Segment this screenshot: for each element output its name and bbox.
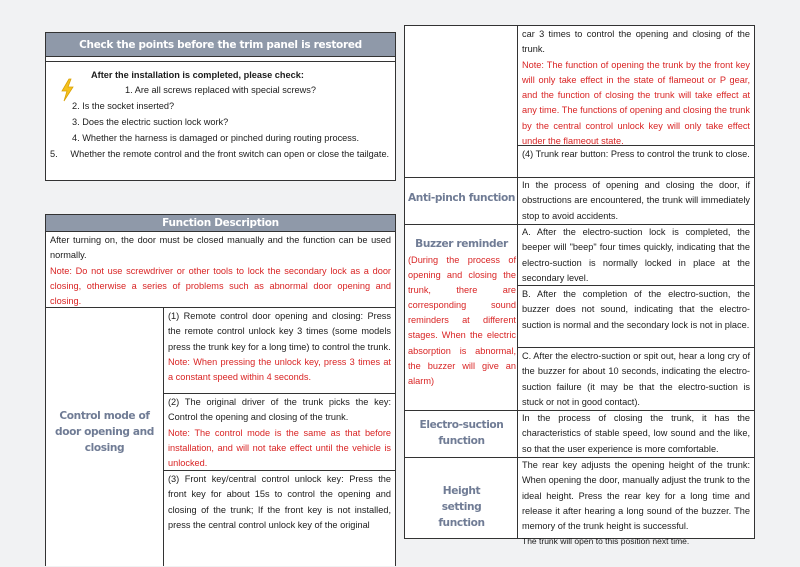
anti-pinch-text: In the process of opening and closing the door, if obstructions are encountered, the trunk will immediately stop to avoid accidents. bbox=[522, 180, 750, 221]
continuation-text: car 3 times to control the opening and closing of the trunk. bbox=[522, 29, 750, 55]
rear-button-text: (4) Trunk rear button: Press to control the trunk to close. bbox=[522, 149, 750, 159]
buzzer-a-text: A. After the electro-suction lock is completed, the beeper will "beep" four times quickly, indicating that the electro-suction is normally locked in place at the secondary level. bbox=[522, 227, 750, 283]
function-intro-block bbox=[46, 232, 395, 308]
buzzer-a-cell bbox=[518, 224, 754, 286]
check-points-panel bbox=[45, 32, 396, 181]
electro-suction-cell bbox=[518, 410, 754, 457]
control-mode-label: Control mode of door opening and closing bbox=[46, 308, 164, 566]
electro-suction-text: In the process of closing the trunk, it has the characteristics of stable speed, low sound and the like, so that the user experience is more comfortable. bbox=[522, 413, 750, 454]
function-intro: After turning on, the door must be closed manually and the function can be used normally. bbox=[50, 235, 391, 261]
mode-2-text: (2) The original driver of the trunk picks the key: Control the opening and closing of the trunk. bbox=[168, 397, 391, 423]
rear-button-cell bbox=[518, 146, 754, 177]
continuation-cell bbox=[518, 26, 754, 146]
continuation-note: Note: The function of opening the trunk by the front key will only take effect in the state of flameout or P gear, and the function of closing the trunk will take effect at any time. The functions of opening and closing the trunk by the central control unlock key will only take effect under the flameout state. bbox=[522, 59, 750, 147]
buzzer-description: (During the process of opening and closing the trunk, there are corresponding sound reminders at different stages. When the electric absorption is abnormal, the buzzer will give an alarm) bbox=[408, 255, 516, 386]
check-item-2: 2. Is the socket inserted? bbox=[72, 101, 175, 111]
electro-suction-label: Electro-suction function bbox=[419, 419, 504, 447]
mode-1-note: Note: When pressing the unlock key, press 3 times at a constant speed within 4 seconds. bbox=[168, 356, 391, 383]
function-panel bbox=[45, 214, 396, 566]
mode-1-cell bbox=[164, 308, 395, 394]
mode-1-text: (1) Remote control door opening and closing: Press the remote control unlock key 3 times (some models press the trunk key for a long time) to control the trunk. bbox=[168, 311, 391, 352]
anti-pinch-cell bbox=[518, 177, 754, 224]
height-setting-note: The trunk will open to this position next time. bbox=[522, 536, 690, 547]
mode-3-text: (3) Front key/central control unlock key: Press the front key for about 15s to control the opening and closing of the trunk; If the front key is not installed, press the central control unlock key of the original bbox=[168, 474, 391, 530]
check-item-4: 4. Whether the harness is damaged or pinched during routing process. bbox=[72, 133, 360, 143]
right-table bbox=[404, 25, 755, 547]
buzzer-c-cell bbox=[518, 348, 754, 410]
height-setting-label: Height setting function bbox=[438, 485, 485, 529]
check-points-title: Check the points before the trim panel is restored bbox=[46, 33, 395, 57]
check-item-3: 3. Does the electric suction lock work? bbox=[72, 117, 229, 127]
height-setting-text: The rear key adjusts the opening height of the trunk: When opening the door, manually adjust the trunk to the ideal height. Press the rear key for a long time and release it after hearing a long sound of the buzzer. The memory of the trunk height is successful. bbox=[522, 460, 750, 532]
mode-2-note: Note: The control mode is the same as that before installation, and will not take effect until the vehicle is unlocked. bbox=[168, 427, 391, 469]
check-item-5: 5. Whether the remote control and the front switch can open or close the tailgate. bbox=[50, 149, 390, 159]
anti-pinch-label: Anti-pinch function bbox=[408, 192, 515, 204]
buzzer-c-text: C. After the electro-suction or spit out, hear a long cry of the buzzer for about 10 seconds, indicating the electro-suction failure (it may be that the electro-suction is stuck or not in good contact). bbox=[522, 351, 750, 407]
mode-2-cell bbox=[164, 394, 395, 471]
buzzer-b-text: B. After the completion of the electro-suction, the buzzer does not sound, indicating that the electro-suction is normal and the secondary lock is not in place. bbox=[522, 289, 750, 330]
buzzer-b-cell bbox=[518, 286, 754, 348]
height-setting-cell bbox=[518, 457, 754, 547]
buzzer-label: Buzzer reminder bbox=[415, 238, 508, 250]
check-intro: After the installation is completed, please check: bbox=[91, 70, 304, 80]
function-title: Function Description bbox=[46, 215, 395, 232]
check-item-1: 1. Are all screws replaced with special screws? bbox=[125, 85, 316, 95]
function-note: Note: Do not use screwdriver or other tools to lock the secondary lock as a door closing, otherwise a series of problems such as abnormal door opening and closing. bbox=[50, 265, 391, 307]
mode-3-cell bbox=[164, 471, 395, 567]
